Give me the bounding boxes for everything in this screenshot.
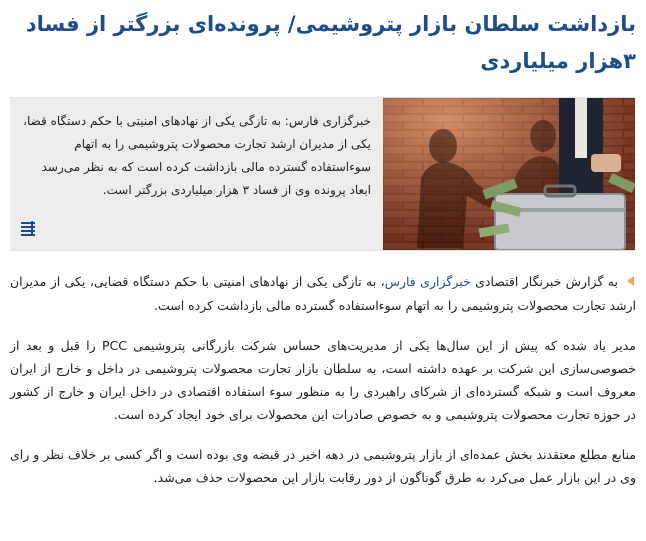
list-icon[interactable] (20, 220, 36, 236)
article-paragraph-2: مدیر یاد شده که پیش از این سال‌ها یکی از مدیریت‌های حساس شرکت بازرگانی پتروشیمی PCC را قبل و بعد از خصوصی‌سازی این شرکت بر عهده داشته است، به سلطان بازار تجارت محصولات پتروشیمی در داخل و خارج از ایران معروف است و شبکه گسترده‌ای از شرکای راهبردی را به منظور سوء استفاده اقتصادی در داخل ایران و خارج از کشور در حوزه تجارت محصولات پتروشیمی و به خصوص صادرات این محصولات برای خود ایجاد کرده است. (10, 338, 636, 422)
lead-image (383, 98, 635, 250)
lead-rest: ، به تازگی یکی از نهادهای امنیتی با حکم دستگاه قضایی، یکی از مدیران ارشد تجارت محصولات پتروشیمی را به اتهام سوءاستفاده گسترده مالی بازداشت کرده است. (10, 274, 636, 313)
article-body (10, 270, 636, 506)
orange-arrow-icon (624, 271, 636, 294)
lead-intro: به گزارش خبرنگار اقتصادی (470, 274, 618, 289)
article-lead-paragraph (10, 270, 636, 317)
article-headline[interactable]: بازداشت سلطان بازار پتروشیمی/ پرونده‌ای بزرگتر از فساد ۳هزار میلیاردی (25, 12, 636, 73)
fars-news-link[interactable]: خبرگزاری فارس (384, 274, 471, 289)
handshake-image (383, 98, 635, 250)
article-summary-box (10, 97, 635, 251)
article-paragraph-3: منابع مطلع معتقدند بخش عمده‌ای از بازار پتروشیمی در دهه اخیر در قبضه وی بوده است و اگر کسی بر خلاف نظر و رای وی در این بازار عمل می‌کرد به طرق گوناگون از دور رقابت بازار این محصولات حذف می‌شد. (10, 447, 636, 485)
article-summary-text: خبرگزاری فارس: به تازگی یکی از نهادهای امنیتی با حکم دستگاه قضا، یکی از مدیران ارشد تجارت محصولات پتروشیمی را به اتهام سوءاستفاده گسترده مالی بازداشت کرده است که به نظر می‌رسد ابعاد پرونده وی از فساد ۳ هزار میلیاردی بزرگتر است. (23, 114, 371, 197)
